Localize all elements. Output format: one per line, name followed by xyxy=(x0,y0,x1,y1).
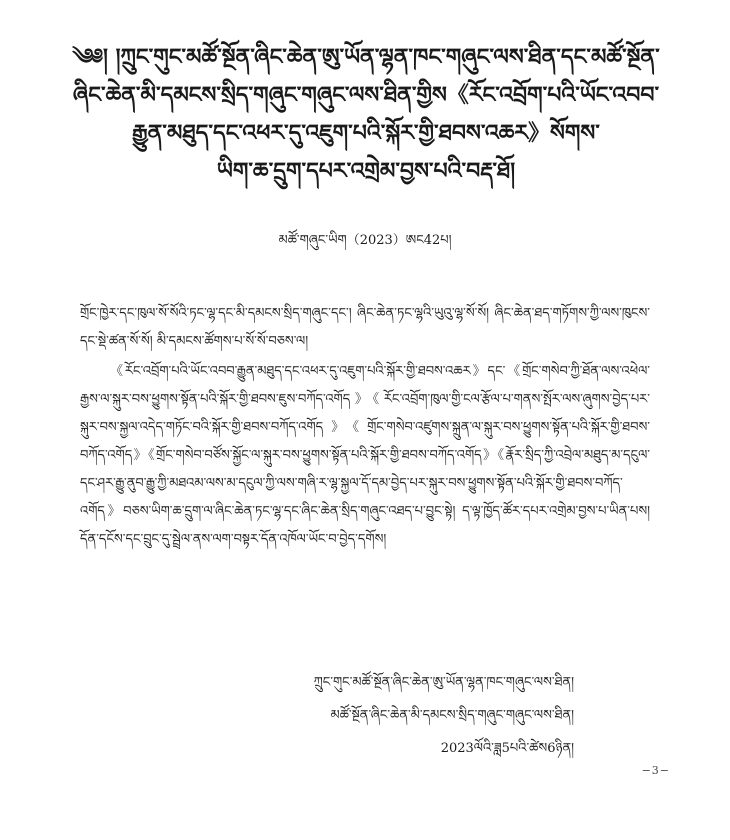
signature-issuer-2: མཚོ་སྔོན་ཞིང་ཆེན་མི་དམངས་སྲིད་གཞུང་གཞུང་ལས་ཐིན། xyxy=(330,708,574,723)
title-line-3: རྒྱུན་མཐུད་དང་འཕར་དུ་འཇུག་པའི་སྐོར་གྱི་ཐབས་འཆར》སོགས་ xyxy=(132,120,600,146)
document-body xyxy=(80,300,650,554)
signature-block xyxy=(314,666,574,765)
page-number: −3− xyxy=(641,764,670,777)
document-number: མཚོ་གཞུང་ཡིག（2023）ཨང42པ། xyxy=(278,233,452,248)
title-line-2: ཞིང་ཆེན་མི་དམངས་སྲིད་གཞུང་གཞུང་ལས་ཐིན་གྱིས《རོང་འབྲོག་པའི་ཡོང་འབབ་ xyxy=(72,82,660,108)
document-title xyxy=(60,38,672,190)
signature-issuer-1: ཀྲུང་གུང་མཚོ་སྔོན་ཞིང་ཆེན་ཨུ་ཡོན་ལྷན་ཁང་གཞུང་ལས་ཐིན། xyxy=(313,675,574,690)
signature-date: 2023ལོའི་ཟླ5པའི་ཚེས6ཉིན། xyxy=(440,741,574,756)
addressee: གྲོང་ཁྱེར་དང་ཁུལ་སོ་སོའི་ཏང་ལྷ་དང་མི་དམངས་སྲིད་གཞུང་དང་། ཞིང་ཆེན་ཏང་ལྷའི་ཡུའུ་ལྷ་སོ་སོ། ཞིང་ཆེན་ཐད་གཏོགས་ཀྱི་ལས་ཁུངས་དང་སྡེ་ཚན་སོ་སོ། མི་དམངས་ཚོགས་པ་སོ་སོ་བཅས་ལ། xyxy=(80,306,650,349)
title-line-4: ཡིག་ཆ་དྲུག་དཔར་འགྲེམ་བྱས་པའི་བརྡ་ཐོ། xyxy=(216,158,516,184)
body-paragraph: 《རོང་འབྲོག་པའི་ཡོང་འབབ་རྒྱུན་མཐུད་དང་འཕར་དུ་འཇུག་པའི་སྐོར་གྱི་ཐབས་འཆར》དང་《གྲོང་གསེབ་ཀྱི་ཐོན་ལས་འཕེལ་རྒྱས་ལ་སྐུར་བས་ཕྱུགས་སྟོན་པའི་སྐོར་གྱི་ཐབས་ཇུས་བཀོད་འགོད》《རོང་འབྲོག་ཁུལ་གྱི་ངལ་རྩོལ་པ་གནས་སྤོར་ལས་ཞུགས་བྱེད་པར་སྐུར་བས་སྐྱལ་འདེད་གཏོང་བའི་སྐོར་གྱི་ཐབས་བཀོད་འགོད》《གྲོང་གསེབ་འཛུགས་སྐྲུན་ལ་སྐུར་བས་ཕྱུགས་སྟོན་པའི་སྐོར་གྱི་ཐབས་བཀོད་འགོད》《གྲོང་གསེབ་བཙོས་སྐྱོང་ལ་སྐུར་བས་ཕྱུགས་སྟོན་པའི་སྐོར་གྱི་ཐབས་བཀོད་འགོད》《རྣོར་སྲིད་ཀྱི་འབྲེལ་མཐུད་མ་དངུལ་དང་ཤར་རྒྱུ་ནུབ་རྒྱུ་ཀྱི་མཐའམ་ལས་མ་དངུལ་ཀྱི་ལས་གཞི་ར་ལྷ་སྐྱལ་དོ་དམ་བྱེད་པར་སྐུར་བས་ཕྱུགས་སྟོན་པའི་སྐོར་གྱི་ཐབས་བཀོད་འགོད》བཅས་ཡིག་ཆ་དྲུག་ལ་ཞིང་ཆེན་ཏང་ལྷ་དང་ཞིང་ཆེན་སྲིད་གཞུང་འཐད་པ་བྱུང་སྟེ། ད་ལྟ་ཁྱོད་ཚོར་དཔར་འགྲེམ་བྱས་པ་ཡིན་པས། དོན་དངོས་དང་བྲུང་དུ་སྦྲེལ་ནས་ལག་བསྟར་དོན་འཁོལ་ཡོང་བ་བྱེད་དགོས། xyxy=(80,364,650,547)
title-line-1: ༄༅། །ཀྲུང་གུང་མཚོ་སྔོན་ཞིང་ཆེན་ཨུ་ཡོན་ལྷན་ཁང་གཞུང་ལས་ཐིན་དང་མཚོ་སྔོན་ xyxy=(72,44,660,70)
